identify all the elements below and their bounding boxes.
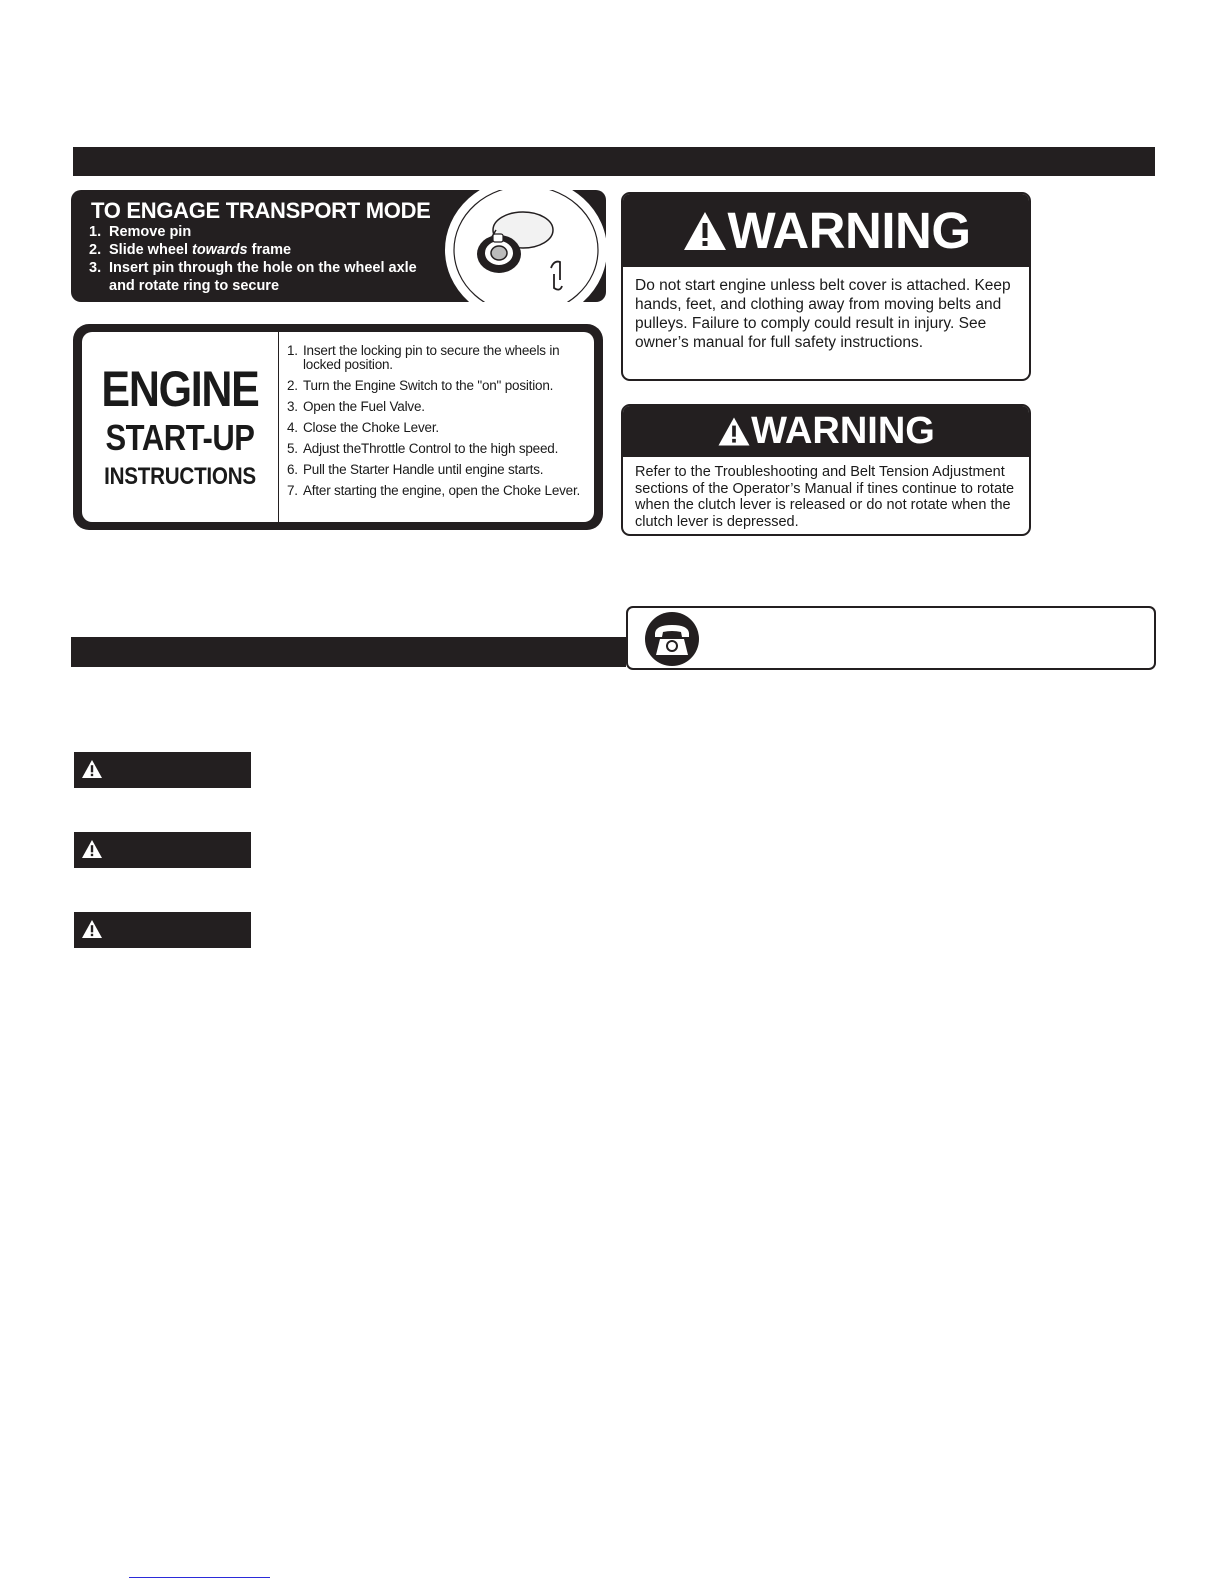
engine-step (287, 400, 593, 414)
step-text-emphasis: towards (192, 242, 248, 258)
engine-heading-line2: START-UP (105, 417, 255, 458)
engine-startup-label (73, 324, 603, 530)
step-number: 4. (287, 420, 298, 435)
step-number: 7. (287, 483, 298, 498)
alert-triangle-icon (81, 839, 103, 859)
warning-heading-text: WARNING (751, 410, 935, 452)
phone-contact-box (626, 606, 1156, 670)
alert-triangle-icon (81, 919, 103, 939)
warning-heading-text: WARNING (727, 202, 971, 259)
transport-step (89, 259, 429, 295)
alert-triangle-icon (717, 416, 751, 447)
footer-link-underline[interactable] (129, 1577, 270, 1578)
engine-step (287, 484, 593, 498)
engine-heading-line3: INSTRUCTIONS (104, 463, 256, 490)
step-number: 1. (89, 224, 102, 240)
engine-step (287, 344, 593, 372)
step-text: Close the Choke Lever. (303, 420, 439, 435)
step-text: Open the Fuel Valve. (303, 399, 425, 414)
engine-step (287, 421, 593, 435)
step-text: Pull the Starter Handle until engine starts. (303, 462, 544, 477)
step-number: 2. (287, 378, 298, 393)
step-text: Adjust theThrottle Control to the high speed. (303, 441, 559, 456)
signal-word-box (74, 832, 251, 868)
signal-word-box (74, 912, 251, 948)
alert-triangle-icon (81, 759, 103, 779)
alert-triangle-icon (682, 210, 728, 252)
engine-step (287, 379, 593, 393)
warning-body-text: Do not start engine unless belt cover is attached. Keep hands, feet, and clothing away from moving belts and pulleys. Failure to comply could result in injury. See owner’s manual for full safety instructions. (635, 277, 1011, 351)
signal-word-box (74, 752, 251, 788)
step-text: Remove pin (109, 224, 192, 240)
transport-mode-label (71, 190, 606, 302)
telephone-icon (642, 609, 702, 669)
step-text (109, 241, 291, 259)
step-text: Turn the Engine Switch to the "on" position. (303, 378, 554, 393)
engine-steps-list (287, 344, 593, 505)
step-text-part: frame (247, 242, 292, 258)
step-number: 5. (287, 441, 298, 456)
transport-step (89, 241, 429, 259)
step-number: 6. (287, 462, 298, 477)
warning-header (623, 406, 1029, 457)
tine-rotation-warning-label (621, 404, 1031, 536)
engine-heading-line1: ENGINE (101, 361, 259, 417)
transport-steps-list (89, 223, 429, 295)
step-number: 3. (287, 399, 298, 414)
step-number: 3. (89, 260, 102, 276)
warning-header (623, 194, 1029, 267)
wheel-pin-illustration (406, 190, 606, 302)
engine-startup-heading (82, 332, 279, 522)
engine-startup-panel (82, 332, 594, 522)
step-text: After starting the engine, open the Choke Lever. (303, 483, 581, 498)
transport-mode-title: TO ENGAGE TRANSPORT MODE (91, 198, 431, 223)
engine-step (287, 442, 593, 456)
step-number: 2. (89, 242, 102, 258)
step-number: 1. (287, 343, 298, 358)
transport-step (89, 223, 429, 241)
section-header-bar-top (73, 147, 1155, 176)
step-text: Insert pin through the hole on the wheel axle and rotate ring to secure (109, 260, 417, 294)
step-text: Insert the locking pin to secure the wheels in locked position. (303, 343, 560, 372)
belt-cover-warning-label (621, 192, 1031, 381)
engine-step (287, 463, 593, 477)
step-text-part: Slide wheel (109, 242, 192, 258)
warning-body-text: Refer to the Troubleshooting and Belt Tension Adjustment sections of the Operator’s Manual if tines continue to rotate when the clutch lever is released or do not rotate when the clutch lever is depressed. (635, 464, 1015, 530)
section-header-bar-bottom (71, 637, 626, 667)
